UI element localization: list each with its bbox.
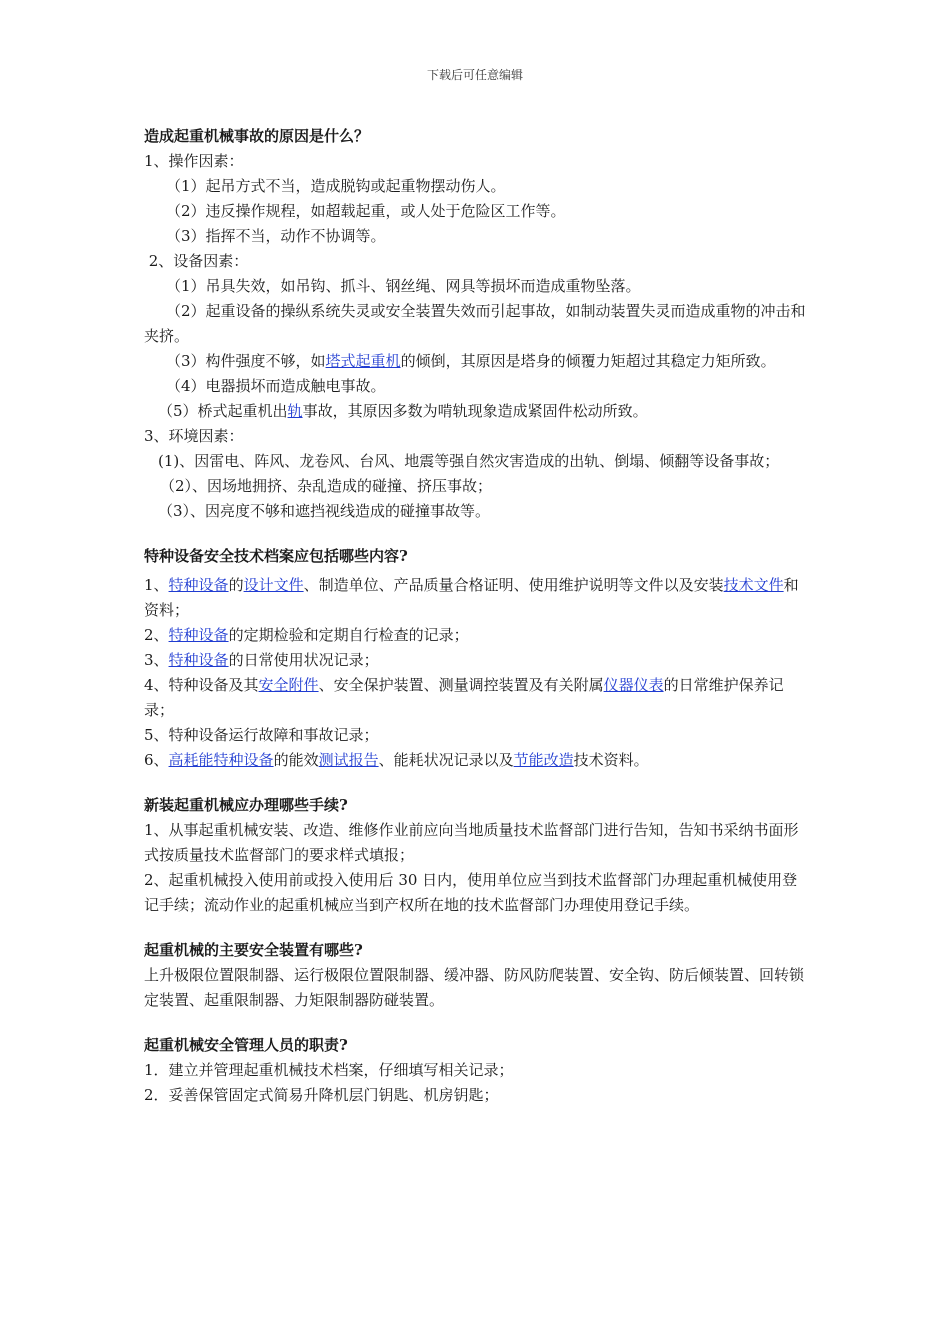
text-span: 3、 (144, 651, 169, 669)
text-span: 的日常维护保养记录； (144, 676, 784, 719)
list-item: （2）违反操作规程，如超载起重，或人处于危险区工作等。 (166, 202, 566, 220)
text-span: 、能耗状况记录以及 (378, 751, 514, 769)
list-item: 1．建立并管理起重机械技术档案，仔细填写相关记录； (144, 1061, 514, 1079)
link-safety-accessories[interactable]: 安全附件 (258, 676, 319, 694)
list-item (144, 573, 809, 623)
text-span: （3）构件强度不够，如 (166, 352, 326, 370)
section-title-tech-archive: 特种设备安全技术档案应包括哪些内容? (144, 547, 408, 565)
list-item: （4）电器损坏而造成触电事故。 (166, 377, 386, 395)
link-special-equipment[interactable]: 特种设备 (168, 576, 229, 594)
list-item: （2）、因场地拥挤、杂乱造成的碰撞、挤压事故； (160, 477, 493, 495)
link-rail[interactable]: 轨 (287, 402, 303, 420)
list-item (144, 399, 809, 424)
text-span: 、安全保护装置、测量调控装置及有关附属 (318, 676, 604, 694)
text-span: 、制造单位、产品质量合格证明、使用维护说明等文件以及安装 (303, 576, 724, 594)
link-instruments[interactable]: 仪器仪表 (603, 676, 664, 694)
text-span: 的定期检验和定期自行检查的记录； (228, 626, 469, 644)
list-item: 2．妥善保管固定式简易升降机层门钥匙、机房钥匙； (144, 1086, 499, 1104)
text-span: 的倾倒，其原因是塔身的倾覆力矩超过其稳定力矩所致。 (400, 352, 776, 370)
link-energy-saving[interactable]: 节能改造 (513, 751, 574, 769)
text-span: 6、 (144, 751, 169, 769)
list-item: 2、起重机械投入使用前或投入使用后 30 日内，使用单位应当到技术监督部门办理起重机械使用登记手续；流动作业的起重机械应当到产权所在地的技术监督部门办理使用登记手续。 (144, 871, 798, 914)
link-special-equipment[interactable]: 特种设备 (168, 651, 229, 669)
list-item: （3）指挥不当，动作不协调等。 (166, 227, 386, 245)
text-span: 的 (228, 576, 244, 594)
list-item: 3、环境因素： (144, 427, 244, 445)
list-item (144, 673, 809, 723)
list-item (144, 748, 809, 773)
list-item: (1)、因雷电、阵风、龙卷风、台风、地震等强自然灾害造成的出轨、倒塌、倾翻等设备事故； (158, 452, 780, 470)
document-body (144, 124, 809, 1108)
text-span: 的能效 (273, 751, 319, 769)
text-span: 和资料； (144, 576, 799, 619)
paragraph: 上升极限位置限制器、运行极限位置限制器、缓冲器、防风防爬装置、安全钩、防后倾装置、回转锁定装置、起重限制器、力矩限制器防碰装置。 (144, 966, 805, 1009)
text-span: （5）桥式起重机出 (158, 402, 288, 420)
list-item (144, 648, 809, 673)
section-title-safety-devices: 起重机械的主要安全装置有哪些? (144, 941, 363, 959)
section-title-accident-causes: 造成起重机械事故的原因是什么？ (144, 127, 370, 145)
list-item: 1、操作因素： (144, 152, 244, 170)
text-span: 技术资料。 (573, 751, 649, 769)
list-item: 1、从事起重机械安装、改造、维修作业前应向当地质量技术监督部门进行告知，告知书采纳书面形式按质量技术监督部门的要求样式填报； (144, 821, 799, 864)
text-span: 2、 (144, 626, 169, 644)
list-item: （1）起吊方式不当，造成脱钩或起重物摆动伤人。 (166, 177, 506, 195)
text-span: 4、特种设备及其 (144, 676, 259, 694)
link-special-equipment[interactable]: 特种设备 (168, 626, 229, 644)
list-item: （2）起重设备的操纵系统失灵或安全装置失效而引起事故，如制动装置失灵而造成重物的冲击和夹挤。 (144, 302, 806, 345)
text-span: 1、 (144, 576, 169, 594)
link-high-energy-equipment[interactable]: 高耗能特种设备 (168, 751, 274, 769)
link-test-report[interactable]: 测试报告 (318, 751, 379, 769)
list-item: （1）吊具失效，如吊钩、抓斗、钢丝绳、网具等损坏而造成重物坠落。 (166, 277, 641, 295)
text-span: 的日常使用状况记录； (228, 651, 379, 669)
list-item (144, 349, 809, 374)
section-title-manager-duties: 起重机械安全管理人员的职责? (144, 1036, 348, 1054)
page-header: 下载后可任意编辑 (426, 68, 523, 82)
list-item: 2、设备因素： (144, 252, 249, 270)
list-item: 5、特种设备运行故障和事故记录； (144, 726, 379, 744)
link-technical-documents[interactable]: 技术文件 (723, 576, 784, 594)
link-design-documents[interactable]: 设计文件 (243, 576, 304, 594)
text-span: 事故，其原因多数为啃轨现象造成紧固件松动所致。 (302, 402, 648, 420)
link-tower-crane[interactable]: 塔式起重机 (325, 352, 401, 370)
list-item: （3）、因亮度不够和遮挡视线造成的碰撞事故等。 (158, 502, 491, 520)
section-title-new-installation: 新装起重机械应办理哪些手续? (144, 796, 348, 814)
list-item (144, 623, 809, 648)
